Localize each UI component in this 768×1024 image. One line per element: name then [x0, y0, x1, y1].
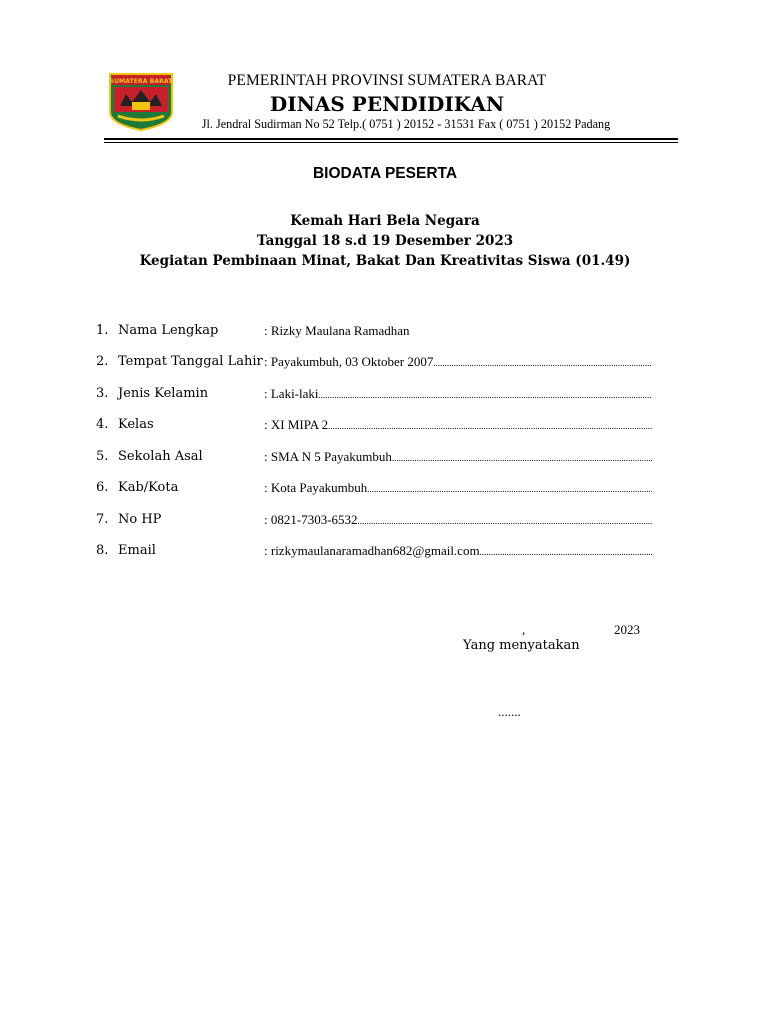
field-row-email: [96, 543, 656, 561]
signature-statement: Yang menyatakan: [463, 638, 580, 653]
field-value: : SMA N 5 Payakumbuh .....: [264, 449, 652, 465]
letterhead-divider-thick: [104, 138, 678, 140]
event-date: Tanggal 18 s.d 19 Desember 2023: [256, 233, 514, 249]
coat-of-arms-logo: [108, 72, 174, 132]
field-number: 6.: [96, 480, 109, 495]
department-name: DINAS PENDIDIKAN: [269, 92, 505, 116]
field-row-full-name: [96, 323, 656, 341]
signature-place-comma: ,: [522, 622, 526, 637]
department-address: Jl. Jendral Sudirman No 52 Telp.( 0751 ) 20152 - 31531 Fax ( 0751 ) 20152 Padang: [201, 117, 611, 131]
field-label: Kab/Kota: [118, 480, 179, 495]
field-row-class: [96, 417, 656, 435]
field-number: 3.: [96, 386, 109, 401]
field-label: No HP: [118, 512, 162, 527]
field-label: Tempat Tanggal Lahir: [118, 354, 263, 369]
event-activity: Kegiatan Pembinaan Minat, Bakat Dan Kreativitas Siswa (01.49): [139, 253, 631, 269]
logo-text: SUMATERA BARAT: [109, 78, 173, 85]
field-value: : 0821-7303-6532 .....: [264, 512, 652, 528]
field-number: 7.: [96, 512, 109, 527]
field-row-city: [96, 480, 656, 498]
field-value: : XI MIPA 2 .....: [264, 417, 652, 433]
field-row-school: [96, 449, 656, 467]
field-label: Jenis Kelamin: [118, 386, 209, 401]
field-label: Sekolah Asal: [118, 449, 203, 464]
field-value: : Kota Payakumbuh .....: [264, 480, 652, 496]
field-number: 2.: [96, 354, 109, 369]
government-name: PEMERINTAH PROVINSI SUMATERA BARAT: [227, 72, 547, 89]
field-number: 1.: [96, 323, 109, 338]
document-title: BIODATA PESERTA: [312, 165, 458, 182]
field-label: Kelas: [118, 417, 154, 432]
field-number: 5.: [96, 449, 109, 464]
field-row-gender: [96, 386, 656, 404]
field-value: : Payakumbuh, 03 Oktober 2007 .....: [264, 354, 652, 370]
field-value: : Rizky Maulana Ramadhan: [264, 323, 410, 338]
field-value: : Laki-laki .....: [264, 386, 652, 402]
event-name: Kemah Hari Bela Negara: [290, 213, 480, 229]
field-number: 4.: [96, 417, 109, 432]
field-label: Email: [118, 543, 156, 558]
field-number: 8.: [96, 543, 109, 558]
field-row-phone: [96, 512, 656, 530]
signature-year: 2023: [614, 622, 640, 637]
field-row-birth-place-date: [96, 354, 656, 372]
signature-name-placeholder: .......: [498, 704, 521, 719]
field-value: : rizkymaulanaramadhan682@gmail.com .....: [264, 543, 652, 559]
letterhead-divider-thin: [104, 142, 678, 143]
field-label: Nama Lengkap: [118, 323, 219, 338]
